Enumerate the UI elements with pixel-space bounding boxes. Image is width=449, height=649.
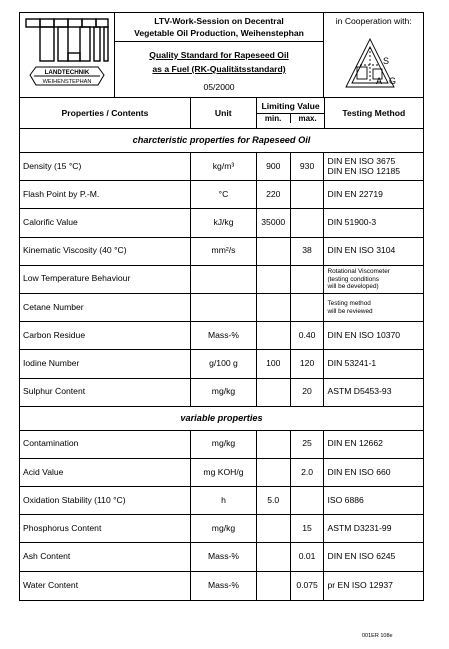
unit-cell: mm²/s [191,238,257,265]
seal-letter-a: A [376,76,383,86]
section-title: charcteristic properties for Rapeseed Oil [132,135,311,146]
tum-logo [20,13,113,95]
table-body [20,129,423,600]
title-box [115,13,325,97]
col-limit-label: Limiting Value [257,98,325,114]
max-cell [291,487,325,514]
min-cell: 5.0 [257,487,291,514]
col-min: min. [257,114,291,123]
max-cell: 120 [291,350,325,377]
unit-cell: g/100 g [191,350,257,377]
method-cell: DIN 53241-1 [327,357,377,368]
unit-cell: mg/kg [191,431,257,458]
method-cell: DIN EN ISO 3104 [327,245,396,256]
max-cell: 930 [291,153,325,180]
property-cell: Cetane Number [20,294,191,321]
min-cell [257,238,291,265]
max-cell: 38 [291,238,325,265]
col-method: Testing Method [342,108,406,118]
table-row [20,543,423,571]
max-cell: 0.40 [291,322,325,349]
table-row [20,459,423,487]
max-cell: 0.01 [291,543,325,570]
min-cell [257,431,291,458]
min-cell [257,266,291,293]
property-cell: Ash Content [20,543,191,570]
seal-letter-g: G [389,76,397,86]
unit-cell: h [191,487,257,514]
section-row [20,129,423,153]
title-line1: LTV-Work-Session on Decentral [154,16,284,26]
table-row [20,515,423,543]
min-cell: 100 [257,350,291,377]
method-cell: DIN EN ISO 660 [327,466,391,477]
unit-cell: mg KOH/g [191,459,257,486]
cooperation-box [324,13,423,97]
table-row [20,572,423,600]
unit-cell [191,266,257,293]
document-reference: 001ER 108e [362,633,393,639]
min-cell: 900 [257,153,291,180]
table-row [20,153,423,181]
property-cell: Water Content [20,572,191,600]
max-cell: 20 [291,379,325,406]
section-row [20,407,423,431]
min-cell: 220 [257,181,291,208]
property-cell: Sulphur Content [20,379,191,406]
method-cell: DIN EN 22719 [327,188,383,199]
subtitle-line2: as a Fuel (RK-Qualitätsstandard) [152,64,286,74]
max-cell: 15 [291,515,325,542]
method-cell: DIN EN ISO 6245 [327,551,396,562]
method-cell: ASTM D3231-99 [327,522,392,533]
method-cell: DIN EN ISO 3675 DIN EN ISO 12185 [327,155,401,176]
max-cell [291,294,325,321]
property-cell: Oxidation Stability (110 °C) [20,487,191,514]
table-row [20,431,423,459]
quality-standard-document [19,12,424,601]
table-row [20,350,423,378]
max-cell [291,209,325,236]
table-row [20,181,423,209]
property-cell: Iodine Number [20,350,191,377]
table-row [20,322,423,350]
min-cell [257,294,291,321]
property-cell: Calorific Value [20,209,191,236]
method-cell: DIN 51900-3 [327,217,377,228]
method-cell: Rotational Viscometer (testing conditions will be developed) [327,268,390,291]
section-title: variable properties [180,412,263,423]
unit-cell: kg/m³ [191,153,257,180]
max-cell: 2.0 [291,459,325,486]
method-cell: pr EN ISO 12937 [327,579,393,590]
unit-cell: Mass-% [191,322,257,349]
logo-sub-1: LANDTECHNIK [44,69,90,76]
min-cell: 35000 [257,209,291,236]
table-row [20,379,423,407]
document-header [20,13,423,98]
table-row [20,487,423,515]
method-cell: Testing method will be reviewed [327,300,373,315]
min-cell [257,322,291,349]
table-row [20,294,423,322]
document-date: 05/2000 [203,82,235,92]
method-cell: DIN EN ISO 10370 [327,329,401,340]
method-cell: ASTM D5453-93 [327,386,392,397]
unit-cell: Mass-% [191,543,257,570]
property-cell: Contamination [20,431,191,458]
property-cell: Kinematic Viscosity (40 °C) [20,238,191,265]
col-limit [257,98,325,128]
property-cell: Low Temperature Behaviour [20,266,191,293]
min-cell [257,379,291,406]
unit-cell: Mass-% [191,572,257,600]
property-cell: Density (15 °C) [20,153,191,180]
col-properties: Properties / Contents [20,98,191,128]
property-cell: Acid Value [20,459,191,486]
min-cell [257,543,291,570]
max-cell [291,266,325,293]
logo-sub-2: WEIHENSTEPHAN [42,79,92,85]
min-cell [257,515,291,542]
min-cell [257,459,291,486]
min-cell [257,572,291,600]
max-cell [291,181,325,208]
table-row [20,266,423,294]
title-line2: Vegetable Oil Production, Weihenstephan [134,28,304,38]
unit-cell: °C [191,181,257,208]
unit-cell: mg/kg [191,379,257,406]
property-cell: Flash Point by P.-M. [20,181,191,208]
method-cell: DIN EN 12662 [327,438,383,449]
sag-seal [324,31,421,95]
col-unit: Unit [191,98,257,128]
max-cell: 25 [291,431,325,458]
coop-label: in Cooperation with: [335,16,412,26]
tum-logo-box [20,13,115,97]
column-header-row [20,98,423,129]
max-cell: 0.075 [291,572,325,600]
method-cell: ISO 6886 [327,494,364,505]
unit-cell [191,294,257,321]
subtitle-line1: Quality Standard for Rapeseed Oil [149,50,289,60]
property-cell: Phosphorus Content [20,515,191,542]
title-divider [115,41,324,42]
unit-cell: mg/kg [191,515,257,542]
table-row [20,238,423,266]
unit-cell: kJ/kg [191,209,257,236]
seal-letter-s: S [383,56,390,66]
col-max: max. [298,114,317,123]
table-row [20,209,423,237]
property-cell: Carbon Residue [20,322,191,349]
